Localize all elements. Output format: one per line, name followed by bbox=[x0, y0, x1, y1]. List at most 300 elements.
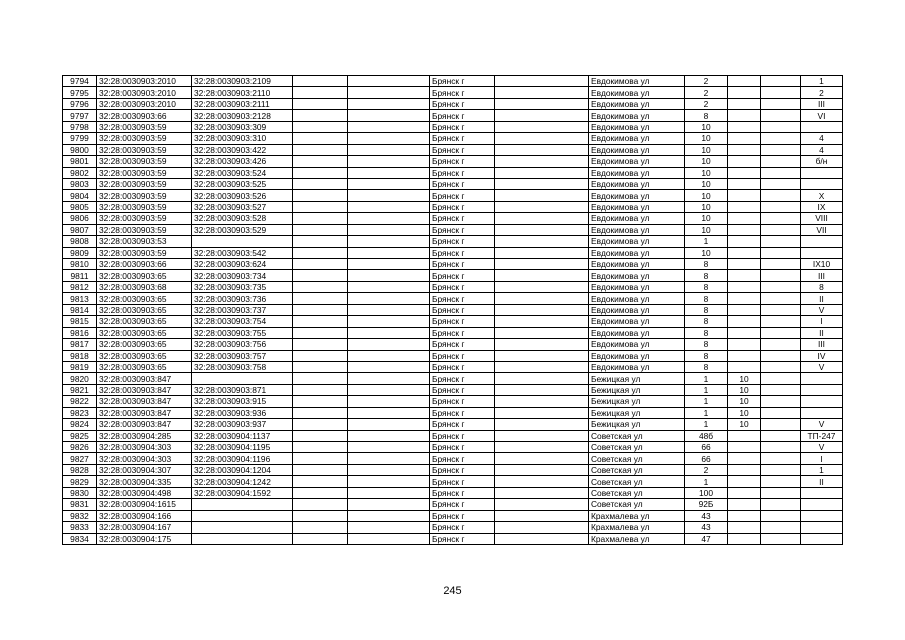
house-number-cell: 47 bbox=[685, 533, 728, 544]
empty-cell-cell bbox=[293, 110, 348, 121]
house-number-cell: 10 bbox=[685, 201, 728, 212]
building-number-cell bbox=[728, 442, 761, 453]
house-number-cell: 8 bbox=[685, 350, 728, 361]
row-number-cell: 9827 bbox=[63, 453, 97, 464]
street-cell: Евдокимова ул bbox=[589, 247, 685, 258]
table-row bbox=[63, 522, 843, 533]
parent-cadastral-number-cell: 32:28:0030903:65 bbox=[97, 350, 192, 361]
building-number-cell bbox=[728, 121, 761, 132]
house-number-cell: 1 bbox=[685, 407, 728, 418]
parent-cadastral-number-cell: 32:28:0030903:59 bbox=[97, 213, 192, 224]
table-row bbox=[63, 270, 843, 281]
street-cell: Крахмалева ул bbox=[589, 533, 685, 544]
unit-number-cell: V bbox=[801, 419, 843, 430]
empty-cell-cell bbox=[293, 327, 348, 338]
parent-cadastral-number-cell: 32:28:0030903:65 bbox=[97, 361, 192, 372]
street-cell: Советская ул bbox=[589, 453, 685, 464]
street-cell: Евдокимова ул bbox=[589, 178, 685, 189]
page-number: 245 bbox=[443, 585, 462, 597]
table-row bbox=[63, 476, 843, 487]
empty-cell-cell bbox=[495, 407, 589, 418]
row-number-cell: 9797 bbox=[63, 110, 97, 121]
building-number-cell bbox=[728, 156, 761, 167]
row-number-cell: 9824 bbox=[63, 419, 97, 430]
unit-number-cell bbox=[801, 178, 843, 189]
cadastral-number-cell: 32:28:0030903:734 bbox=[192, 270, 293, 281]
parent-cadastral-number-cell: 32:28:0030903:59 bbox=[97, 167, 192, 178]
street-cell: Советская ул bbox=[589, 430, 685, 441]
parent-cadastral-number-cell: 32:28:0030904:303 bbox=[97, 442, 192, 453]
city-cell: Брянск г bbox=[430, 522, 495, 533]
table-row bbox=[63, 384, 843, 395]
empty-cell-cell bbox=[293, 361, 348, 372]
building-number-cell bbox=[728, 144, 761, 155]
parent-cadastral-number-cell: 32:28:0030904:167 bbox=[97, 522, 192, 533]
empty-cell-cell bbox=[495, 419, 589, 430]
empty-cell-cell bbox=[293, 453, 348, 464]
city-cell: Брянск г bbox=[430, 98, 495, 109]
empty-cell-cell bbox=[495, 190, 589, 201]
unit-number-cell bbox=[801, 373, 843, 384]
cadastral-number-cell: 32:28:0030903:527 bbox=[192, 201, 293, 212]
building-number-cell bbox=[728, 247, 761, 258]
empty-cell-cell bbox=[293, 487, 348, 498]
empty-cell-cell bbox=[495, 133, 589, 144]
cadastral-number-cell: 32:28:0030903:529 bbox=[192, 224, 293, 235]
building-number-cell bbox=[728, 293, 761, 304]
table-row bbox=[63, 110, 843, 121]
empty-cell-cell bbox=[761, 121, 801, 132]
building-number-cell bbox=[728, 201, 761, 212]
house-number-cell: 2 bbox=[685, 98, 728, 109]
empty-cell-cell bbox=[761, 464, 801, 475]
cadastral-number-cell: 32:28:0030903:2111 bbox=[192, 98, 293, 109]
unit-number-cell: 1 bbox=[801, 76, 843, 87]
empty-cell-cell bbox=[761, 453, 801, 464]
row-number-cell: 9802 bbox=[63, 167, 97, 178]
empty-cell-cell bbox=[348, 464, 430, 475]
table-row bbox=[63, 76, 843, 87]
unit-number-cell: VII bbox=[801, 224, 843, 235]
house-number-cell: 8 bbox=[685, 110, 728, 121]
empty-cell-cell bbox=[495, 121, 589, 132]
table-row bbox=[63, 201, 843, 212]
cadastral-number-cell: 32:28:0030903:2109 bbox=[192, 76, 293, 87]
cadastral-number-cell: 32:28:0030904:1137 bbox=[192, 430, 293, 441]
house-number-cell: 1 bbox=[685, 476, 728, 487]
parent-cadastral-number-cell: 32:28:0030903:847 bbox=[97, 384, 192, 395]
parent-cadastral-number-cell: 32:28:0030903:65 bbox=[97, 316, 192, 327]
row-number-cell: 9795 bbox=[63, 87, 97, 98]
empty-cell-cell bbox=[761, 76, 801, 87]
parent-cadastral-number-cell: 32:28:0030903:53 bbox=[97, 236, 192, 247]
unit-number-cell: II bbox=[801, 327, 843, 338]
parent-cadastral-number-cell: 32:28:0030903:59 bbox=[97, 121, 192, 132]
empty-cell-cell bbox=[348, 110, 430, 121]
row-number-cell: 9815 bbox=[63, 316, 97, 327]
empty-cell-cell bbox=[495, 213, 589, 224]
unit-number-cell: ТП-247 bbox=[801, 430, 843, 441]
empty-cell-cell bbox=[348, 270, 430, 281]
building-number-cell bbox=[728, 281, 761, 292]
empty-cell-cell bbox=[348, 499, 430, 510]
unit-number-cell: 4 bbox=[801, 144, 843, 155]
unit-number-cell: IX10 bbox=[801, 259, 843, 270]
city-cell: Брянск г bbox=[430, 499, 495, 510]
building-number-cell bbox=[728, 76, 761, 87]
cadastral-number-cell: 32:28:0030903:735 bbox=[192, 281, 293, 292]
empty-cell-cell bbox=[348, 247, 430, 258]
empty-cell-cell bbox=[495, 430, 589, 441]
house-number-cell: 92Б bbox=[685, 499, 728, 510]
house-number-cell: 1 bbox=[685, 236, 728, 247]
empty-cell-cell bbox=[293, 316, 348, 327]
table-row bbox=[63, 281, 843, 292]
unit-number-cell bbox=[801, 384, 843, 395]
empty-cell-cell bbox=[761, 190, 801, 201]
row-number-cell: 9807 bbox=[63, 224, 97, 235]
row-number-cell: 9814 bbox=[63, 304, 97, 315]
unit-number-cell: III bbox=[801, 270, 843, 281]
house-number-cell: 2 bbox=[685, 87, 728, 98]
table-row bbox=[63, 419, 843, 430]
city-cell: Брянск г bbox=[430, 270, 495, 281]
house-number-cell: 1 bbox=[685, 396, 728, 407]
row-number-cell: 9803 bbox=[63, 178, 97, 189]
empty-cell-cell bbox=[293, 178, 348, 189]
street-cell: Евдокимова ул bbox=[589, 213, 685, 224]
cadastral-number-cell: 32:28:0030904:1242 bbox=[192, 476, 293, 487]
empty-cell-cell bbox=[293, 167, 348, 178]
city-cell: Брянск г bbox=[430, 259, 495, 270]
cadastral-number-cell: 32:28:0030903:871 bbox=[192, 384, 293, 395]
street-cell: Бежицкая ул bbox=[589, 396, 685, 407]
unit-number-cell bbox=[801, 407, 843, 418]
empty-cell-cell bbox=[761, 361, 801, 372]
empty-cell-cell bbox=[761, 201, 801, 212]
house-number-cell: 48б bbox=[685, 430, 728, 441]
street-cell: Евдокимова ул bbox=[589, 87, 685, 98]
empty-cell-cell bbox=[761, 407, 801, 418]
house-number-cell: 100 bbox=[685, 487, 728, 498]
city-cell: Брянск г bbox=[430, 167, 495, 178]
row-number-cell: 9817 bbox=[63, 339, 97, 350]
street-cell: Евдокимова ул bbox=[589, 293, 685, 304]
unit-number-cell bbox=[801, 121, 843, 132]
building-number-cell bbox=[728, 110, 761, 121]
cadastral-number-cell: 32:28:0030903:624 bbox=[192, 259, 293, 270]
house-number-cell: 10 bbox=[685, 178, 728, 189]
empty-cell-cell bbox=[761, 156, 801, 167]
building-number-cell: 10 bbox=[728, 384, 761, 395]
empty-cell-cell bbox=[761, 499, 801, 510]
empty-cell-cell bbox=[761, 98, 801, 109]
empty-cell-cell bbox=[495, 442, 589, 453]
cadastral-number-cell: 32:28:0030903:422 bbox=[192, 144, 293, 155]
city-cell: Брянск г bbox=[430, 373, 495, 384]
parent-cadastral-number-cell: 32:28:0030903:59 bbox=[97, 178, 192, 189]
empty-cell-cell bbox=[293, 510, 348, 521]
table-row bbox=[63, 304, 843, 315]
parent-cadastral-number-cell: 32:28:0030903:847 bbox=[97, 419, 192, 430]
cadastral-number-cell: 32:28:0030903:754 bbox=[192, 316, 293, 327]
cadastral-number-cell: 32:28:0030903:526 bbox=[192, 190, 293, 201]
table-row bbox=[63, 293, 843, 304]
house-number-cell: 8 bbox=[685, 361, 728, 372]
building-number-cell bbox=[728, 224, 761, 235]
unit-number-cell: I bbox=[801, 453, 843, 464]
table-row bbox=[63, 453, 843, 464]
unit-number-cell bbox=[801, 533, 843, 544]
cadastral-number-cell: 32:28:0030903:524 bbox=[192, 167, 293, 178]
cadastral-number-cell: 32:28:0030903:309 bbox=[192, 121, 293, 132]
empty-cell-cell bbox=[348, 453, 430, 464]
street-cell: Евдокимова ул bbox=[589, 121, 685, 132]
house-number-cell: 10 bbox=[685, 224, 728, 235]
property-register-table bbox=[62, 75, 843, 545]
empty-cell-cell bbox=[293, 156, 348, 167]
parent-cadastral-number-cell: 32:28:0030904:303 bbox=[97, 453, 192, 464]
table-row bbox=[63, 487, 843, 498]
table-row bbox=[63, 156, 843, 167]
building-number-cell bbox=[728, 316, 761, 327]
parent-cadastral-number-cell: 32:28:0030903:847 bbox=[97, 396, 192, 407]
parent-cadastral-number-cell: 32:28:0030903:847 bbox=[97, 407, 192, 418]
empty-cell-cell bbox=[761, 430, 801, 441]
empty-cell-cell bbox=[348, 476, 430, 487]
row-number-cell: 9798 bbox=[63, 121, 97, 132]
empty-cell-cell bbox=[293, 259, 348, 270]
parent-cadastral-number-cell: 32:28:0030903:2010 bbox=[97, 87, 192, 98]
house-number-cell: 10 bbox=[685, 247, 728, 258]
row-number-cell: 9829 bbox=[63, 476, 97, 487]
empty-cell-cell bbox=[761, 384, 801, 395]
cadastral-number-cell: 32:28:0030903:756 bbox=[192, 339, 293, 350]
city-cell: Брянск г bbox=[430, 133, 495, 144]
building-number-cell bbox=[728, 487, 761, 498]
empty-cell-cell bbox=[348, 224, 430, 235]
row-number-cell: 9794 bbox=[63, 76, 97, 87]
empty-cell-cell bbox=[495, 201, 589, 212]
street-cell: Советская ул bbox=[589, 487, 685, 498]
row-number-cell: 9830 bbox=[63, 487, 97, 498]
empty-cell-cell bbox=[348, 87, 430, 98]
table-row bbox=[63, 133, 843, 144]
empty-cell-cell bbox=[761, 167, 801, 178]
empty-cell-cell bbox=[293, 396, 348, 407]
empty-cell-cell bbox=[293, 476, 348, 487]
building-number-cell bbox=[728, 213, 761, 224]
unit-number-cell: VIII bbox=[801, 213, 843, 224]
row-number-cell: 9816 bbox=[63, 327, 97, 338]
empty-cell-cell bbox=[761, 339, 801, 350]
empty-cell-cell bbox=[293, 430, 348, 441]
empty-cell-cell bbox=[293, 98, 348, 109]
building-number-cell bbox=[728, 327, 761, 338]
street-cell: Евдокимова ул bbox=[589, 270, 685, 281]
empty-cell-cell bbox=[348, 76, 430, 87]
house-number-cell: 66 bbox=[685, 442, 728, 453]
street-cell: Бежицкая ул bbox=[589, 384, 685, 395]
row-number-cell: 9800 bbox=[63, 144, 97, 155]
row-number-cell: 9834 bbox=[63, 533, 97, 544]
table-row bbox=[63, 464, 843, 475]
street-cell: Советская ул bbox=[589, 476, 685, 487]
empty-cell-cell bbox=[293, 236, 348, 247]
empty-cell-cell bbox=[495, 156, 589, 167]
house-number-cell: 2 bbox=[685, 76, 728, 87]
cadastral-number-cell: 32:28:0030903:937 bbox=[192, 419, 293, 430]
parent-cadastral-number-cell: 32:28:0030903:847 bbox=[97, 373, 192, 384]
empty-cell-cell bbox=[495, 361, 589, 372]
city-cell: Брянск г bbox=[430, 178, 495, 189]
empty-cell-cell bbox=[495, 110, 589, 121]
parent-cadastral-number-cell: 32:28:0030903:2010 bbox=[97, 76, 192, 87]
unit-number-cell bbox=[801, 167, 843, 178]
city-cell: Брянск г bbox=[430, 304, 495, 315]
row-number-cell: 9804 bbox=[63, 190, 97, 201]
unit-number-cell: III bbox=[801, 339, 843, 350]
building-number-cell bbox=[728, 190, 761, 201]
empty-cell-cell bbox=[348, 396, 430, 407]
row-number-cell: 9819 bbox=[63, 361, 97, 372]
empty-cell-cell bbox=[495, 476, 589, 487]
house-number-cell: 8 bbox=[685, 281, 728, 292]
city-cell: Брянск г bbox=[430, 281, 495, 292]
empty-cell-cell bbox=[348, 487, 430, 498]
empty-cell-cell bbox=[293, 522, 348, 533]
table-row bbox=[63, 144, 843, 155]
street-cell: Советская ул bbox=[589, 464, 685, 475]
city-cell: Брянск г bbox=[430, 464, 495, 475]
empty-cell-cell bbox=[495, 144, 589, 155]
empty-cell-cell bbox=[495, 316, 589, 327]
empty-cell-cell bbox=[495, 224, 589, 235]
city-cell: Брянск г bbox=[430, 442, 495, 453]
row-number-cell: 9812 bbox=[63, 281, 97, 292]
unit-number-cell bbox=[801, 487, 843, 498]
table-row bbox=[63, 178, 843, 189]
empty-cell-cell bbox=[761, 442, 801, 453]
city-cell: Брянск г bbox=[430, 430, 495, 441]
empty-cell-cell bbox=[293, 224, 348, 235]
unit-number-cell: II bbox=[801, 293, 843, 304]
parent-cadastral-number-cell: 32:28:0030903:65 bbox=[97, 293, 192, 304]
empty-cell-cell bbox=[761, 327, 801, 338]
cadastral-number-cell: 32:28:0030904:1195 bbox=[192, 442, 293, 453]
building-number-cell: 10 bbox=[728, 373, 761, 384]
empty-cell-cell bbox=[293, 247, 348, 258]
row-number-cell: 9833 bbox=[63, 522, 97, 533]
unit-number-cell bbox=[801, 499, 843, 510]
city-cell: Брянск г bbox=[430, 213, 495, 224]
empty-cell-cell bbox=[761, 213, 801, 224]
row-number-cell: 9805 bbox=[63, 201, 97, 212]
street-cell: Советская ул bbox=[589, 499, 685, 510]
empty-cell-cell bbox=[761, 110, 801, 121]
table-body bbox=[63, 76, 843, 545]
empty-cell-cell bbox=[495, 350, 589, 361]
building-number-cell bbox=[728, 236, 761, 247]
cadastral-number-cell: 32:28:0030903:310 bbox=[192, 133, 293, 144]
house-number-cell: 10 bbox=[685, 213, 728, 224]
city-cell: Брянск г bbox=[430, 144, 495, 155]
building-number-cell bbox=[728, 304, 761, 315]
table-row bbox=[63, 87, 843, 98]
parent-cadastral-number-cell: 32:28:0030904:307 bbox=[97, 464, 192, 475]
street-cell: Бежицкая ул bbox=[589, 373, 685, 384]
cadastral-number-cell: 32:28:0030904:1196 bbox=[192, 453, 293, 464]
city-cell: Брянск г bbox=[430, 121, 495, 132]
empty-cell-cell bbox=[348, 144, 430, 155]
table-row bbox=[63, 259, 843, 270]
table-row bbox=[63, 373, 843, 384]
city-cell: Брянск г bbox=[430, 419, 495, 430]
empty-cell-cell bbox=[495, 236, 589, 247]
city-cell: Брянск г bbox=[430, 190, 495, 201]
unit-number-cell: V bbox=[801, 361, 843, 372]
empty-cell-cell bbox=[293, 442, 348, 453]
empty-cell-cell bbox=[761, 487, 801, 498]
table-row bbox=[63, 407, 843, 418]
empty-cell-cell bbox=[495, 339, 589, 350]
empty-cell-cell bbox=[348, 293, 430, 304]
cadastral-number-cell: 32:28:0030903:736 bbox=[192, 293, 293, 304]
parent-cadastral-number-cell: 32:28:0030904:335 bbox=[97, 476, 192, 487]
empty-cell-cell bbox=[348, 304, 430, 315]
cadastral-number-cell: 32:28:0030904:1592 bbox=[192, 487, 293, 498]
building-number-cell bbox=[728, 98, 761, 109]
city-cell: Брянск г bbox=[430, 236, 495, 247]
parent-cadastral-number-cell: 32:28:0030903:65 bbox=[97, 327, 192, 338]
empty-cell-cell bbox=[348, 510, 430, 521]
building-number-cell bbox=[728, 464, 761, 475]
parent-cadastral-number-cell: 32:28:0030903:59 bbox=[97, 190, 192, 201]
empty-cell-cell bbox=[293, 304, 348, 315]
unit-number-cell: 8 bbox=[801, 281, 843, 292]
empty-cell-cell bbox=[761, 350, 801, 361]
street-cell: Евдокимова ул bbox=[589, 98, 685, 109]
empty-cell-cell bbox=[348, 522, 430, 533]
cadastral-number-cell: 32:28:0030903:758 bbox=[192, 361, 293, 372]
table-row bbox=[63, 327, 843, 338]
unit-number-cell: 2 bbox=[801, 87, 843, 98]
street-cell: Советская ул bbox=[589, 442, 685, 453]
empty-cell-cell bbox=[348, 430, 430, 441]
house-number-cell: 2 bbox=[685, 464, 728, 475]
row-number-cell: 9825 bbox=[63, 430, 97, 441]
street-cell: Евдокимова ул bbox=[589, 281, 685, 292]
table-row bbox=[63, 499, 843, 510]
street-cell: Крахмалева ул bbox=[589, 510, 685, 521]
unit-number-cell: 1 bbox=[801, 464, 843, 475]
unit-number-cell: V bbox=[801, 442, 843, 453]
unit-number-cell bbox=[801, 522, 843, 533]
row-number-cell: 9822 bbox=[63, 396, 97, 407]
building-number-cell bbox=[728, 270, 761, 281]
empty-cell-cell bbox=[761, 270, 801, 281]
empty-cell-cell bbox=[348, 178, 430, 189]
city-cell: Брянск г bbox=[430, 293, 495, 304]
empty-cell-cell bbox=[348, 98, 430, 109]
empty-cell-cell bbox=[495, 259, 589, 270]
row-number-cell: 9821 bbox=[63, 384, 97, 395]
row-number-cell: 9808 bbox=[63, 236, 97, 247]
city-cell: Брянск г bbox=[430, 396, 495, 407]
empty-cell-cell bbox=[293, 190, 348, 201]
city-cell: Брянск г bbox=[430, 510, 495, 521]
empty-cell-cell bbox=[293, 76, 348, 87]
